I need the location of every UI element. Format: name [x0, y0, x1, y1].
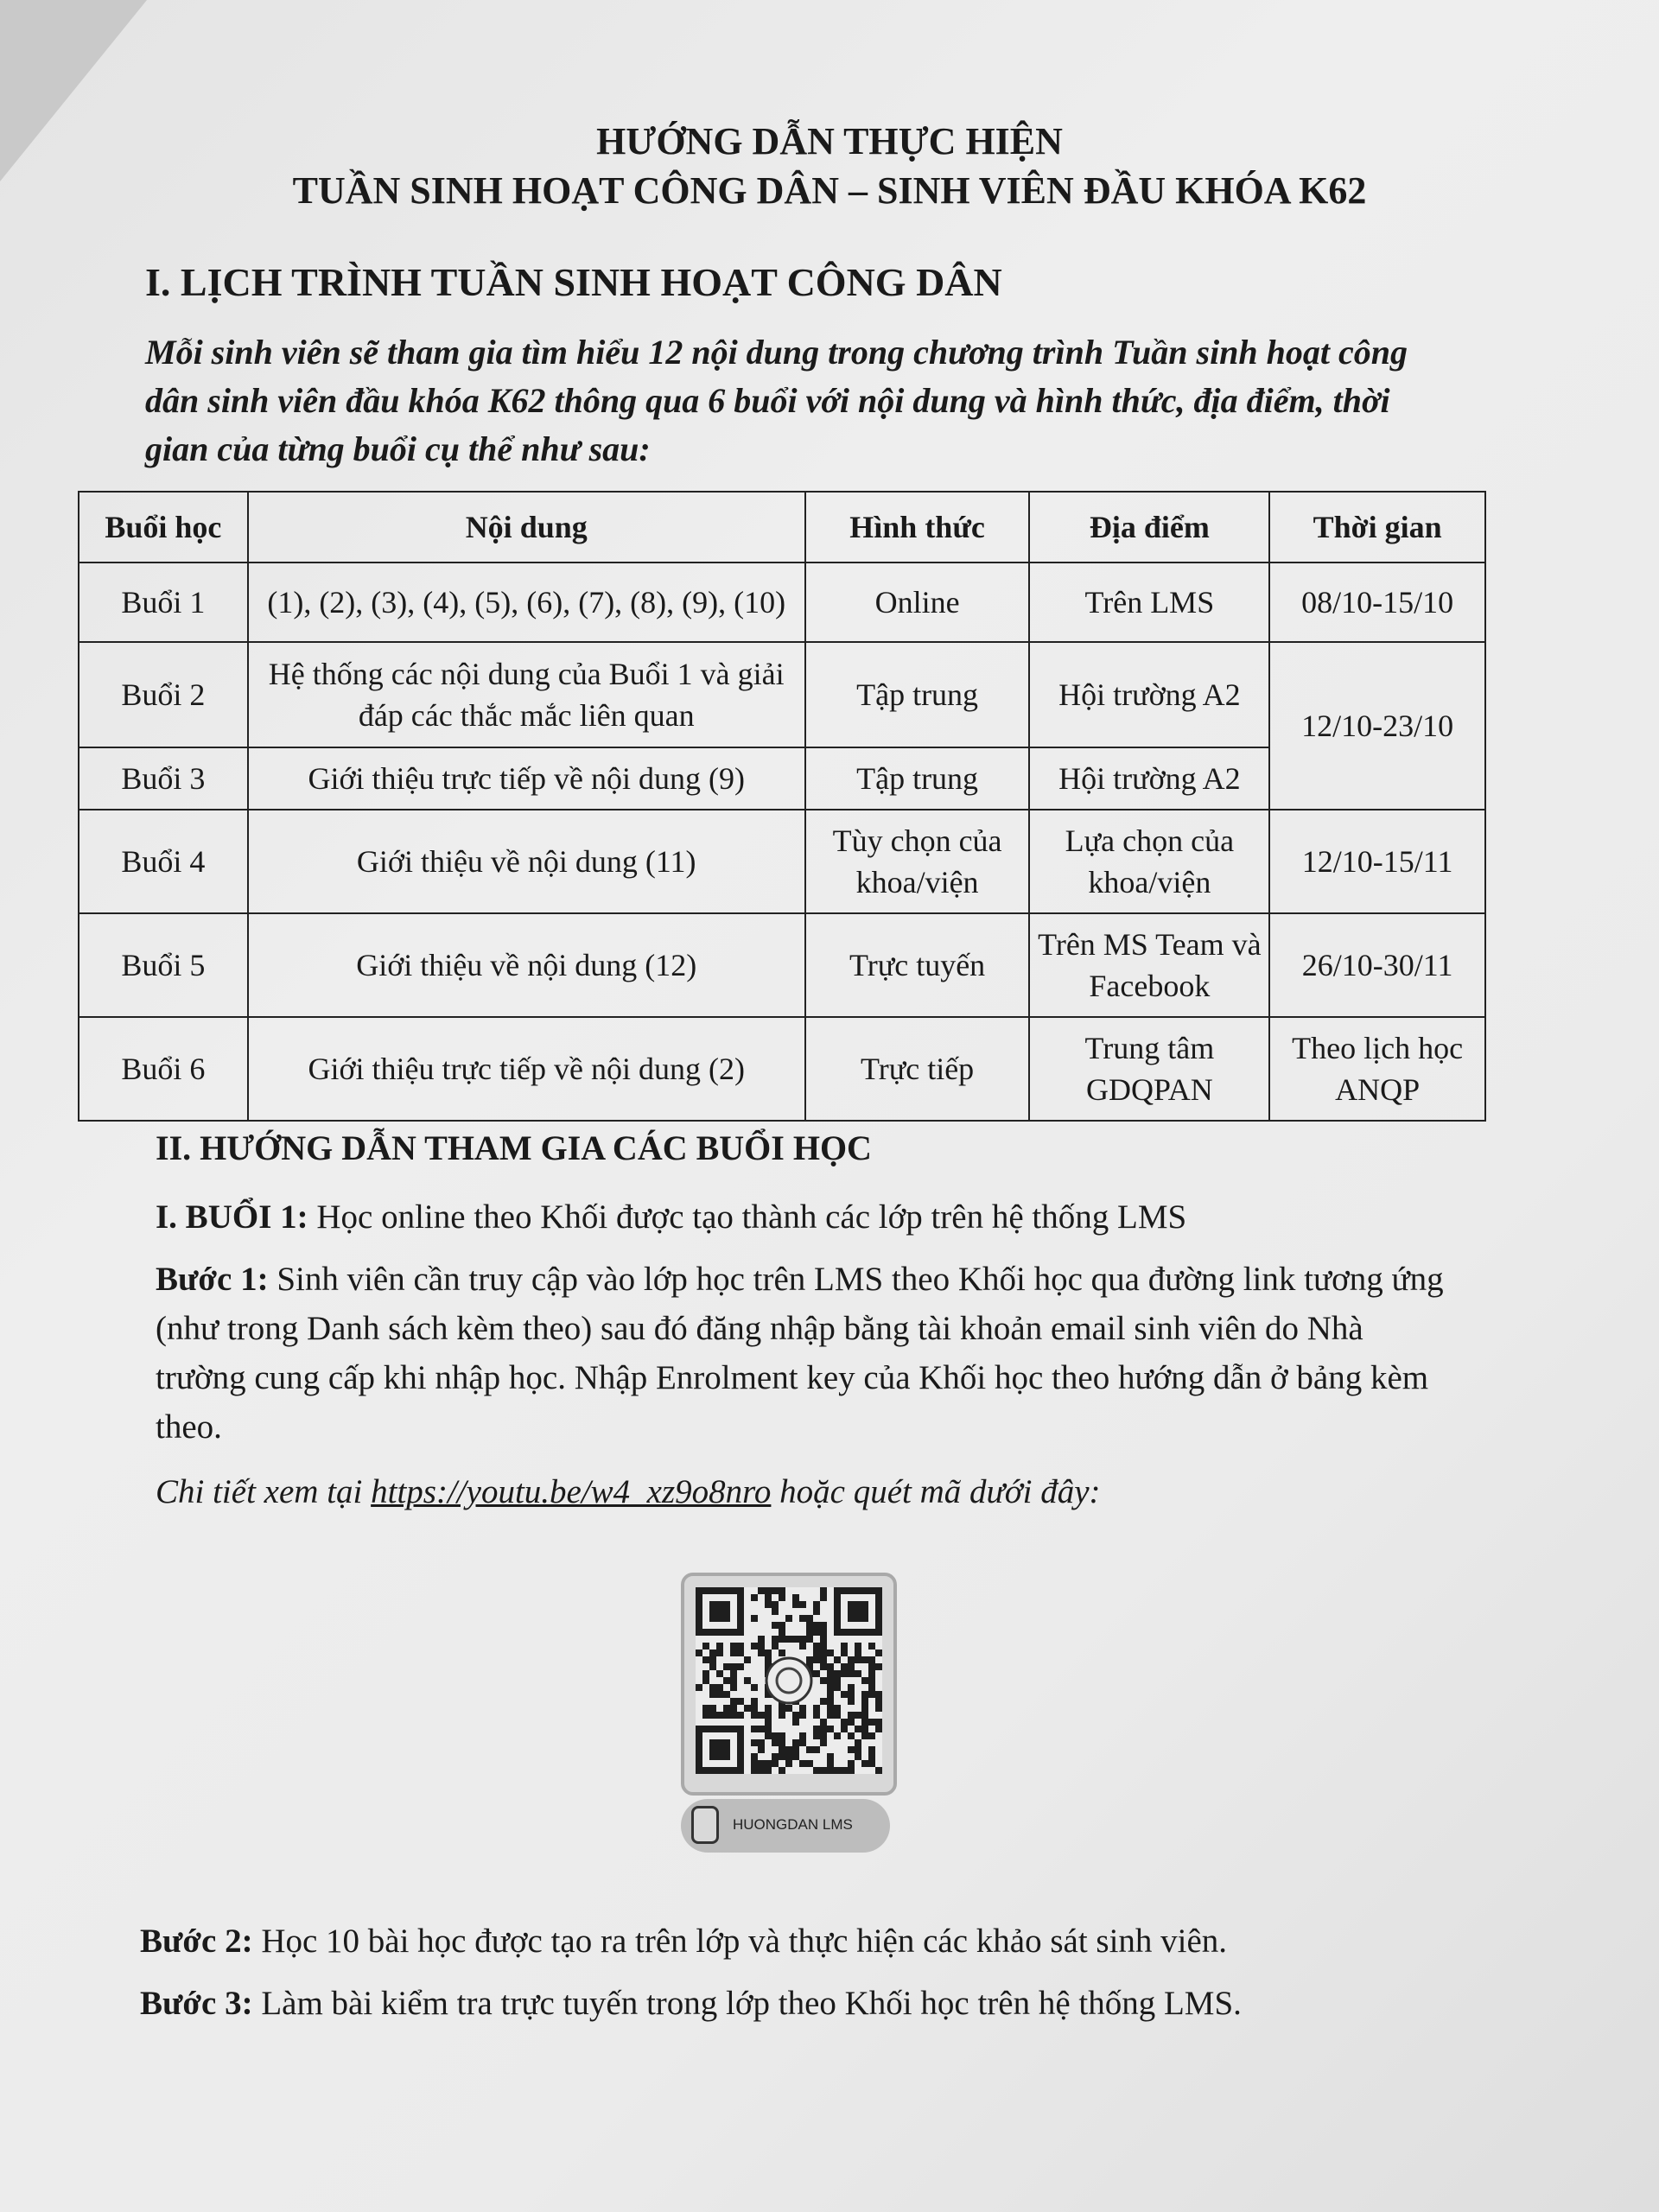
session-cell: Buổi 5 [79, 913, 248, 1017]
time-cell: 08/10-15/10 [1269, 563, 1485, 642]
section-1-heading: I. LỊCH TRÌNH TUẦN SINH HOẠT CÔNG DÂN [145, 260, 1002, 304]
time-cell: Theo lịch học ANQP [1269, 1017, 1485, 1121]
content-cell: Giới thiệu về nội dung (12) [248, 913, 805, 1017]
location-cell: Hội trường A2 [1029, 642, 1269, 747]
section-1-intro: Mỗi sinh viên sẽ tham gia tìm hiểu 12 nội dung trong chương trình Tuần sinh hoạt công dân sinh viên đầu khóa K62 thông qua 6 buổi với nội dung và hình thức, địa điểm, thời gian của từng buổi cụ thể như sau: [145, 333, 1408, 468]
header-session: Buổi học [79, 492, 248, 563]
content-cell: Giới thiệu trực tiếp về nội dung (9) [248, 747, 805, 810]
table-row [79, 810, 1485, 913]
content-cell: Giới thiệu trực tiếp về nội dung (2) [248, 1017, 805, 1121]
qr-badge [681, 1799, 890, 1853]
format-cell: Trực tiếp [805, 1017, 1030, 1121]
session-cell: Buổi 3 [79, 747, 248, 810]
phone-icon [691, 1806, 719, 1844]
header-content: Nội dung [248, 492, 805, 563]
step-1-label: Bước 1: [156, 1261, 269, 1298]
location-cell: Trên MS Team và Facebook [1029, 913, 1269, 1017]
session-cell: Buổi 4 [79, 810, 248, 913]
detail-line [156, 1467, 1452, 1516]
time-cell: 12/10-23/10 [1269, 642, 1485, 810]
buoi-1-label: I. BUỔI 1: [156, 1198, 308, 1236]
buoi-1-text: Học online theo Khối được tạo thành các lớp trên hệ thống LMS [308, 1198, 1187, 1236]
header-time: Thời gian [1269, 492, 1485, 563]
location-cell: Trên LMS [1029, 563, 1269, 642]
table-row [79, 642, 1485, 747]
content-cell: Hệ thống các nội dung của Buổi 1 và giải đáp các thắc mắc liên quan [248, 642, 805, 747]
format-cell: Tùy chọn của khoa/viện [805, 810, 1030, 913]
step-2-text: Học 10 bài học được tạo ra trên lớp và thực hiện các khảo sát sinh viên. [252, 1923, 1228, 1960]
step-3-text: Làm bài kiểm tra trực tuyến trong lớp theo Khối học trên hệ thống LMS. [252, 1985, 1242, 2022]
time-cell: 26/10-30/11 [1269, 913, 1485, 1017]
detail-suffix: hoặc quét mã dưới đây: [771, 1473, 1101, 1510]
schedule-table [78, 491, 1486, 1122]
session-cell: Buổi 2 [79, 642, 248, 747]
detail-prefix: Chi tiết xem tại [156, 1473, 372, 1510]
step-1-text: Sinh viên cần truy cập vào lớp học trên LMS theo Khối học qua đường link tương ứng (như trong Danh sách kèm theo) sau đó đăng nhập bằng tài khoản email sinh viên do Nhà trường cung cấp khi nhập học. Nhập Enrolment key của Khối học theo hướng dẫn ở bảng kèm theo. [156, 1261, 1444, 1446]
session-cell: Buổi 1 [79, 563, 248, 642]
step-2-label: Bước 2: [140, 1923, 253, 1960]
step-2-line [140, 1916, 1436, 1966]
content-cell: (1), (2), (3), (4), (5), (6), (7), (8), (9), (10) [248, 563, 805, 642]
format-cell: Trực tuyến [805, 913, 1030, 1017]
section-2-heading: II. HƯỚNG DẪN THAM GIA CÁC BUỔI HỌC [156, 1128, 872, 1167]
step-1-paragraph [156, 1255, 1452, 1452]
title-line-1: HƯỚNG DẪN THỰC HIỆN [596, 120, 1063, 162]
location-cell: Trung tâm GDQPAN [1029, 1017, 1269, 1121]
location-cell: Lựa chọn của khoa/viện [1029, 810, 1269, 913]
location-cell: Hội trường A2 [1029, 747, 1269, 810]
header-location: Địa điểm [1029, 492, 1269, 563]
step-3-line [140, 1979, 1436, 2028]
table-header-row [79, 492, 1485, 563]
qr-code-card [681, 1573, 897, 1796]
table-row [79, 913, 1485, 1017]
table-row [79, 563, 1485, 642]
buoi-1-line [156, 1192, 1452, 1242]
qr-code-icon [696, 1587, 882, 1774]
header-format: Hình thức [805, 492, 1030, 563]
content-cell: Giới thiệu về nội dung (11) [248, 810, 805, 913]
table-row [79, 1017, 1485, 1121]
title-line-2: TUẦN SINH HOẠT CÔNG DÂN – SINH VIÊN ĐẦU KHÓA K62 [292, 169, 1367, 212]
step-3-label: Bước 3: [140, 1985, 253, 2022]
qr-badge-label: HUONGDAN LMS [733, 1816, 853, 1833]
format-cell: Tập trung [805, 747, 1030, 810]
session-cell: Buổi 6 [79, 1017, 248, 1121]
youtube-link[interactable]: https://youtu.be/w4_xz9o8nro [371, 1473, 772, 1510]
time-cell: 12/10-15/11 [1269, 810, 1485, 913]
format-cell: Online [805, 563, 1030, 642]
format-cell: Tập trung [805, 642, 1030, 747]
